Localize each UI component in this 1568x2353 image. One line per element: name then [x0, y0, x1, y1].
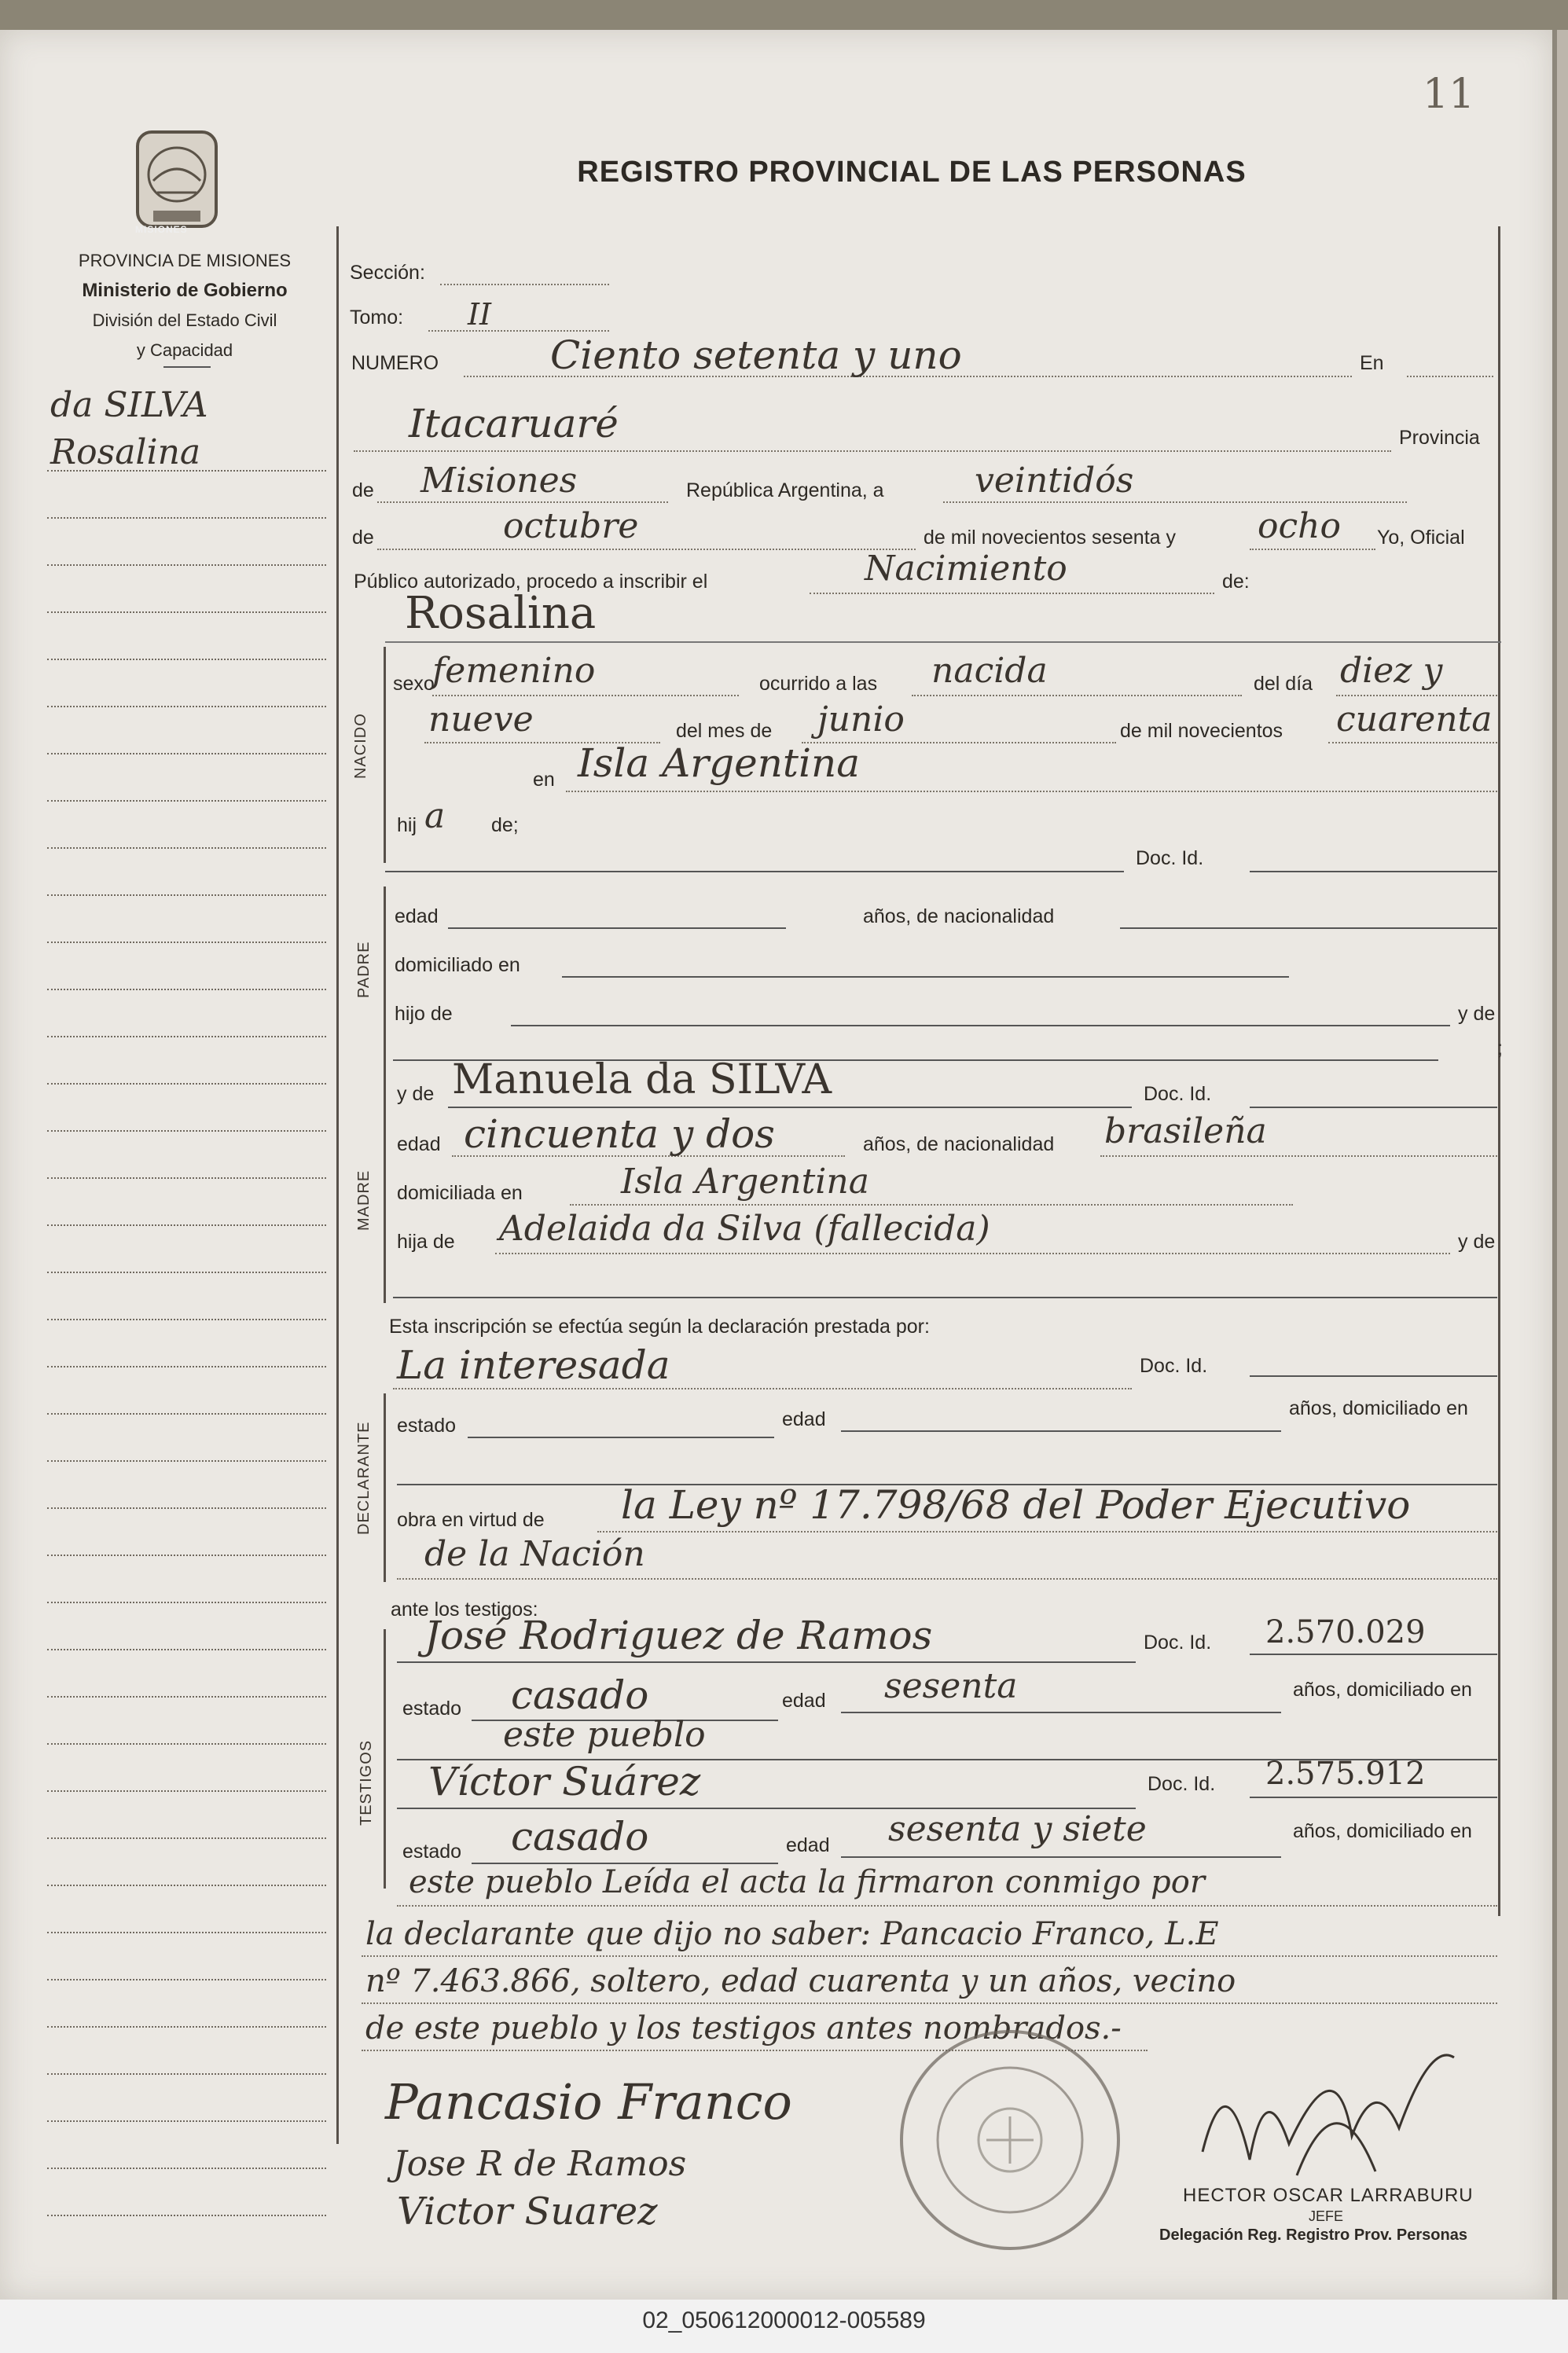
en-label: En	[1360, 352, 1384, 374]
padre-nacionalidad-line	[1120, 927, 1497, 929]
semicolon: ;	[1497, 1037, 1503, 1059]
en-line	[1407, 376, 1493, 377]
testigo1-doc-label: Doc. Id.	[1144, 1632, 1212, 1654]
margin-line	[47, 1885, 326, 1886]
official-title: JEFE	[1309, 2208, 1344, 2224]
testigos-intro: ante los testigos:	[391, 1599, 538, 1621]
declarante-doc-label: Doc. Id.	[1140, 1355, 1208, 1377]
testigo2-edad-line	[841, 1856, 1281, 1858]
margin-line	[47, 611, 326, 613]
padre-edad-label: edad	[395, 905, 439, 927]
margin-line	[47, 2215, 326, 2216]
declarante-estado-line	[468, 1437, 774, 1438]
signature-declarante: Pancasio Franco	[385, 2073, 792, 2131]
form-left-border	[336, 226, 339, 2144]
signature-testigo-2: Victor Suarez	[397, 2190, 658, 2234]
testigo1-name-line	[397, 1661, 1136, 1663]
crest-ribbon-text: MISIONES	[135, 224, 188, 235]
de-semicolon-label: de;	[491, 814, 519, 836]
margin-line	[47, 894, 326, 896]
testigo1-edad: sesenta	[884, 1666, 1018, 1706]
madre-y-de-label-2: y de	[1458, 1231, 1496, 1253]
provincia-value: Misiones	[420, 461, 578, 501]
margin-line	[47, 1837, 326, 1839]
tomo-value: II	[468, 297, 492, 332]
margin-line	[47, 1460, 326, 1462]
declarante-side-label: DECLARANTE	[355, 1421, 373, 1535]
inscripto-line	[385, 641, 1501, 643]
official-signature-icon	[1195, 2026, 1462, 2191]
division-label: División del Estado Civil	[92, 310, 277, 330]
margin-line	[47, 2168, 326, 2169]
declarante-name-line	[393, 1388, 1132, 1389]
testigo1-doc: 2.570.029	[1265, 1614, 1426, 1650]
mil-novecientos-nac-label: de mil novecientos	[1120, 720, 1283, 742]
margin-line	[47, 1932, 326, 1933]
dia-nac-value-2: nueve	[428, 699, 534, 740]
province-label: PROVINCIA DE MISIONES	[78, 251, 292, 270]
testigo2-name: Víctor Suárez	[428, 1759, 701, 1804]
margin-line	[47, 1036, 326, 1037]
numero-value: Ciento setenta y uno	[550, 332, 962, 378]
padre-hijo-line	[511, 1025, 1450, 1026]
closing-line-3	[362, 2002, 1497, 2004]
margin-line	[47, 706, 326, 707]
obra-label: obra en virtud de	[397, 1509, 545, 1531]
margin-line	[47, 1649, 326, 1650]
capacity-label: y Capacidad	[136, 340, 233, 360]
testigo2-doc-label: Doc. Id.	[1148, 1773, 1216, 1795]
official-office: Delegación Reg. Registro Prov. Personas	[1159, 2226, 1467, 2244]
margin-line	[47, 1272, 326, 1273]
padre-hijo-label: hijo de	[395, 1003, 453, 1025]
padre-doc-line	[1250, 871, 1497, 872]
testigo1-name: José Rodriguez de Ramos	[424, 1613, 933, 1658]
form-right-border	[1498, 226, 1500, 1916]
obra-value-2: de la Nación	[424, 1534, 645, 1574]
de-label: de	[352, 479, 374, 501]
margin-line	[47, 847, 326, 849]
declarante-doc-line	[1250, 1375, 1497, 1377]
testigo2-edad-label: edad	[786, 1834, 830, 1856]
hij-suffix: a	[424, 796, 446, 836]
closing-line-1	[397, 1905, 1497, 1907]
margin-line	[47, 470, 326, 472]
madre-doc-label: Doc. Id.	[1144, 1083, 1212, 1105]
madre-nacionalidad-line	[1100, 1155, 1497, 1157]
obra-line-2	[397, 1578, 1497, 1580]
testigo2-estado-label: estado	[402, 1841, 462, 1863]
anio-line	[1250, 549, 1375, 550]
declarante-name: La interesada	[397, 1342, 670, 1388]
mes-value: octubre	[503, 506, 639, 546]
testigo1-domicilio: este pueblo	[503, 1715, 706, 1755]
lugar-nac-value: Isla Argentina	[578, 740, 861, 786]
declarante-domicilio-label: años, domiciliado en	[1289, 1397, 1468, 1419]
testigo1-doc-line	[1250, 1654, 1497, 1655]
madre-y-de-label: y de	[397, 1083, 435, 1105]
tomo-line	[428, 330, 609, 332]
padre-domicilio-label: domiciliado en	[395, 954, 520, 976]
del-mes-label: del mes de	[676, 720, 773, 742]
file-identifier: 02_050612000012-005589	[642, 2307, 926, 2333]
dia-nac-line	[1336, 695, 1497, 696]
margin-line	[47, 1319, 326, 1320]
del-dia-label: del día	[1254, 673, 1313, 695]
padre-name-line	[385, 871, 1124, 872]
mes-nac-value: junio	[817, 699, 905, 740]
closing-line-2	[362, 1955, 1497, 1957]
testigo1-edad-line	[841, 1712, 1281, 1713]
closing-text-2: la declarante que dijo no saber: Pancacio Franco, L.E	[365, 1916, 1219, 1952]
declaracion-intro: Esta inscripción se efectúa según la declaración prestada por:	[389, 1316, 930, 1338]
book-binding-edge	[0, 0, 1568, 30]
testigo1-domicilio-label: años, domiciliado en	[1293, 1679, 1472, 1701]
madre-side-label: MADRE	[355, 1169, 373, 1231]
margin-line	[47, 753, 326, 754]
margin-line	[47, 2026, 326, 2028]
margin-line	[47, 564, 326, 566]
margin-line	[47, 942, 326, 943]
testigo1-edad-label: edad	[782, 1690, 826, 1712]
margin-line	[47, 1083, 326, 1085]
republica-label: República Argentina, a	[686, 479, 884, 501]
margin-line	[47, 1602, 326, 1603]
margin-line	[47, 1224, 326, 1226]
margin-line	[47, 1555, 326, 1556]
header-divider	[163, 366, 211, 368]
province-crest-icon	[126, 126, 228, 236]
padre-edad-line	[448, 927, 786, 929]
mes-line	[377, 549, 916, 550]
official-name: HECTOR OSCAR LARRABURU	[1183, 2185, 1474, 2206]
closing-text-3: nº 7.463.866, soltero, edad cuarenta y un años, vecino	[365, 1963, 1236, 1999]
anio-nac-value: cuarenta	[1336, 699, 1493, 740]
hij-label: hij	[397, 814, 417, 836]
testigos-side-label: TESTIGOS	[358, 1739, 375, 1826]
declarante-edad-line	[841, 1430, 1281, 1432]
padre-domicilio-line	[562, 976, 1289, 978]
page-number: 11	[1423, 71, 1475, 118]
margin-line	[47, 517, 326, 519]
tomo-label: Tomo:	[350, 307, 404, 329]
closing-text-1: este pueblo Leída el acta la firmaron conmigo por	[409, 1864, 1205, 1900]
file-caption-bar	[0, 2300, 1568, 2353]
madre-hija-label: hija de	[397, 1231, 455, 1253]
margin-line	[47, 800, 326, 802]
dia-nac-value-1: diez y	[1340, 651, 1443, 691]
publico-label: Público autorizado, procedo a inscribir el	[354, 571, 708, 593]
ocurrido-label: ocurrido a las	[759, 673, 878, 695]
declarante-edad-label: edad	[782, 1408, 826, 1430]
provincia-line	[377, 501, 668, 503]
madre-edad-value: cincuenta y dos	[464, 1111, 775, 1157]
margin-line	[47, 2073, 326, 2075]
de-label-2: de	[352, 527, 374, 549]
acto-value: Nacimiento	[865, 549, 1067, 589]
madre-edad-label: edad	[397, 1133, 441, 1155]
en-nac-label: en	[533, 769, 555, 791]
padre-bracket	[384, 887, 386, 1067]
margin-line	[47, 1413, 326, 1415]
nacido-bracket	[384, 647, 386, 863]
margin-line	[47, 2120, 326, 2122]
closing-text-4: de este pueblo y los testigos antes nombrados.-	[365, 2010, 1122, 2046]
margin-line	[47, 989, 326, 990]
sexo-label: sexo	[393, 673, 435, 695]
sexo-line	[432, 695, 739, 696]
madre-domicilio-line	[570, 1204, 1293, 1206]
margin-surname: da SILVA	[50, 385, 208, 425]
dia-value: veintidós	[975, 461, 1134, 501]
madre-extra-line	[393, 1297, 1497, 1298]
margin-line	[47, 1177, 326, 1179]
margin-line	[47, 1790, 326, 1792]
padre-y-de-label: y de	[1458, 1003, 1496, 1025]
dia-line	[943, 501, 1407, 503]
inscripto-name: Rosalina	[405, 588, 597, 639]
testigo2-estado: casado	[511, 1814, 649, 1859]
testigo2-edad: sesenta y siete	[888, 1809, 1147, 1849]
madre-domicilio-value: Isla Argentina	[621, 1162, 869, 1202]
padre-doc-label: Doc. Id.	[1136, 847, 1204, 869]
registry-page	[0, 30, 1557, 2300]
declarante-bracket	[384, 1393, 386, 1582]
provincia-label: Provincia	[1399, 427, 1480, 449]
madre-hija-line	[495, 1253, 1450, 1254]
padre-nacionalidad-label: años, de nacionalidad	[863, 905, 1055, 927]
ocurrido-value: nacida	[931, 651, 1048, 691]
padre-side-label: PADRE	[355, 941, 373, 998]
testigos-bracket	[384, 1629, 386, 1889]
margin-line	[47, 1979, 326, 1980]
page-title: REGISTRO PROVINCIAL DE LAS PERSONAS	[577, 156, 1247, 189]
madre-name-line	[448, 1107, 1132, 1108]
madre-nacionalidad-value: brasileña	[1104, 1111, 1267, 1151]
margin-given-name: Rosalina	[50, 432, 201, 472]
numero-label: NUMERO	[351, 352, 439, 374]
seccion-label: Sección:	[350, 262, 425, 284]
madre-bracket	[384, 1067, 386, 1303]
official-stamp-icon	[892, 2022, 1128, 2258]
acto-line	[810, 593, 1214, 594]
anio-nac-line	[1328, 742, 1497, 743]
margin-line	[47, 659, 326, 660]
margin-line	[47, 1366, 326, 1367]
obra-value-1: la Ley nº 17.798/68 del Poder Ejecutivo	[621, 1482, 1411, 1528]
madre-hija-value: Adelaida da Silva (fallecida)	[499, 1209, 990, 1249]
ocurrido-line	[912, 695, 1242, 696]
margin-line	[47, 1507, 326, 1509]
mil-novecientos-label: de mil novecientos sesenta y	[924, 527, 1177, 549]
declarante-estado-label: estado	[397, 1415, 457, 1437]
testigo2-doc-line	[1250, 1797, 1497, 1798]
testigo1-estado: casado	[511, 1672, 649, 1718]
place-line	[354, 450, 1391, 452]
place-value: Itacaruaré	[409, 401, 619, 446]
signature-testigo-1: Jose R de Ramos	[393, 2144, 687, 2184]
ministry-label: Ministerio de Gobierno	[82, 280, 288, 301]
sexo-value: femenino	[432, 651, 596, 691]
madre-doc-line	[1250, 1107, 1497, 1108]
margin-line	[47, 1696, 326, 1698]
margin-line	[47, 1743, 326, 1745]
madre-domicilio-label: domiciliada en	[397, 1182, 523, 1204]
lugar-nac-line	[566, 791, 1497, 792]
seccion-line	[440, 284, 609, 285]
anio-value: ocho	[1258, 506, 1341, 546]
obra-line	[597, 1531, 1497, 1533]
madre-nacionalidad-label: años, de nacionalidad	[863, 1133, 1055, 1155]
nacido-side-label: NACIDO	[352, 713, 369, 779]
yo-oficial-label: Yo, Oficial	[1377, 527, 1465, 549]
de-colon-label: de:	[1222, 571, 1250, 593]
madre-name: Manuela da SILVA	[452, 1056, 832, 1103]
testigo1-estado-label: estado	[402, 1698, 462, 1720]
testigo2-doc: 2.575.912	[1265, 1756, 1426, 1792]
testigo2-domicilio-label: años, domiciliado en	[1293, 1820, 1472, 1842]
margin-line	[47, 1130, 326, 1132]
